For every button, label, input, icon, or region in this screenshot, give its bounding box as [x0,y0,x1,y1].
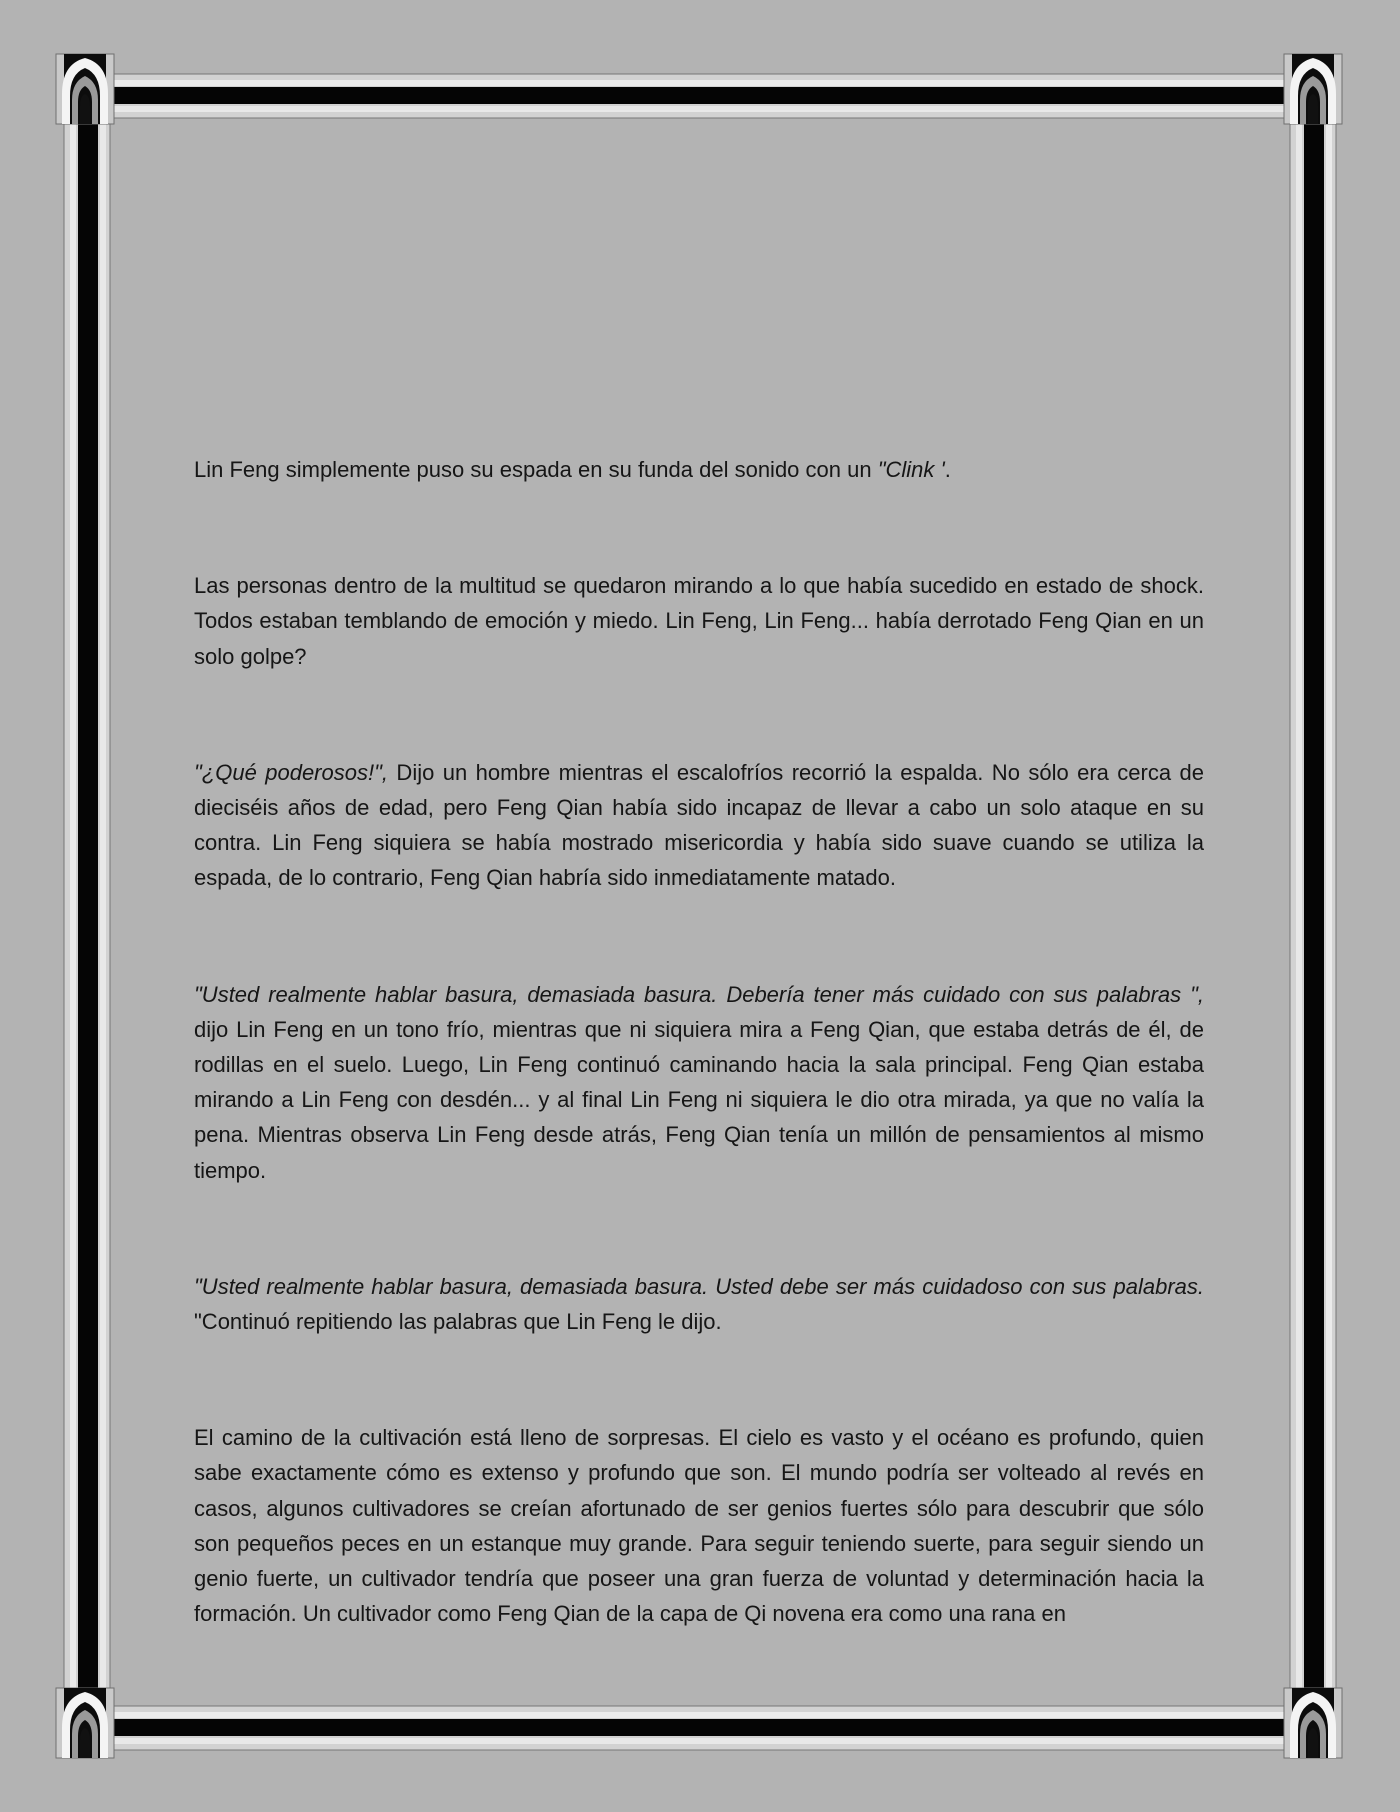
paragraph-6: El camino de la cultivación está lleno de sorpresas. El cielo es vasto y el océano es profundo, quien sabe exactamente cómo es extenso y profundo que son. El mundo podría ser volteado al revés en casos, algunos cultivadores se creían afortunado de ser genios fuertes sólo para descubrir que sólo son pequeños peces en un estanque muy grande. Para seguir teniendo suerte, para seguir siendo un genio fuerte, un cultivador tendría que poseer una gran fuerza de voluntad y determinación hacia la formación. Un cultivador como Feng Qian de la capa de Qi novena era como una rana en [194,1425,1204,1627]
paragraph-3: "¿Qué poderosos!", Dijo un hombre mientras el escalofríos recorrió la espalda. No sólo era cerca de dieciséis años de edad, pero Feng Qian había sido incapaz de llevar a cabo un solo ataque en su contra. Lin Feng siquiera se había mostrado misericordia y había sido suave cuando se utiliza la espada, de lo contrario, Feng Qian habría sido inmediatamente matado. [194,759,1204,891]
paragraph-4: "Usted realmente hablar basura, demasiada basura. Debería tener más cuidado con sus palabras ", dijo Lin Feng en un tono frío, mientras que ni siquiera mira a Feng Qian, que estaba detrás de él, de rodillas en el suelo. Luego, Lin Feng continuó caminando hacia la sala principal. Feng Qian estaba mirando a Lin Feng con desdén... y al final Lin Feng ni siquiera le dio otra mirada, ya que no valía la pena. Mientras observa Lin Feng desde atrás, Feng Qian tenía un millón de pensamientos al mismo tiempo. [194,981,1204,1183]
paragraph-2: Las personas dentro de la multitud se quedaron mirando a lo que había sucedido en estado de shock. Todos estaban temblando de emoción y miedo. Lin Feng, Lin Feng... había derrotado Feng Qian en un solo golpe? [194,573,1204,669]
paragraph-1: Lin Feng simplemente puso su espada en su funda del sonido con un "Clink '. [194,457,951,482]
paragraph-5: "Usted realmente hablar basura, demasiada basura. Usted debe ser más cuidadoso con sus palabras. "Continuó repitiendo las palabras que Lin Feng le dijo. [194,1273,1204,1335]
page-body-text [194,452,1204,1712]
